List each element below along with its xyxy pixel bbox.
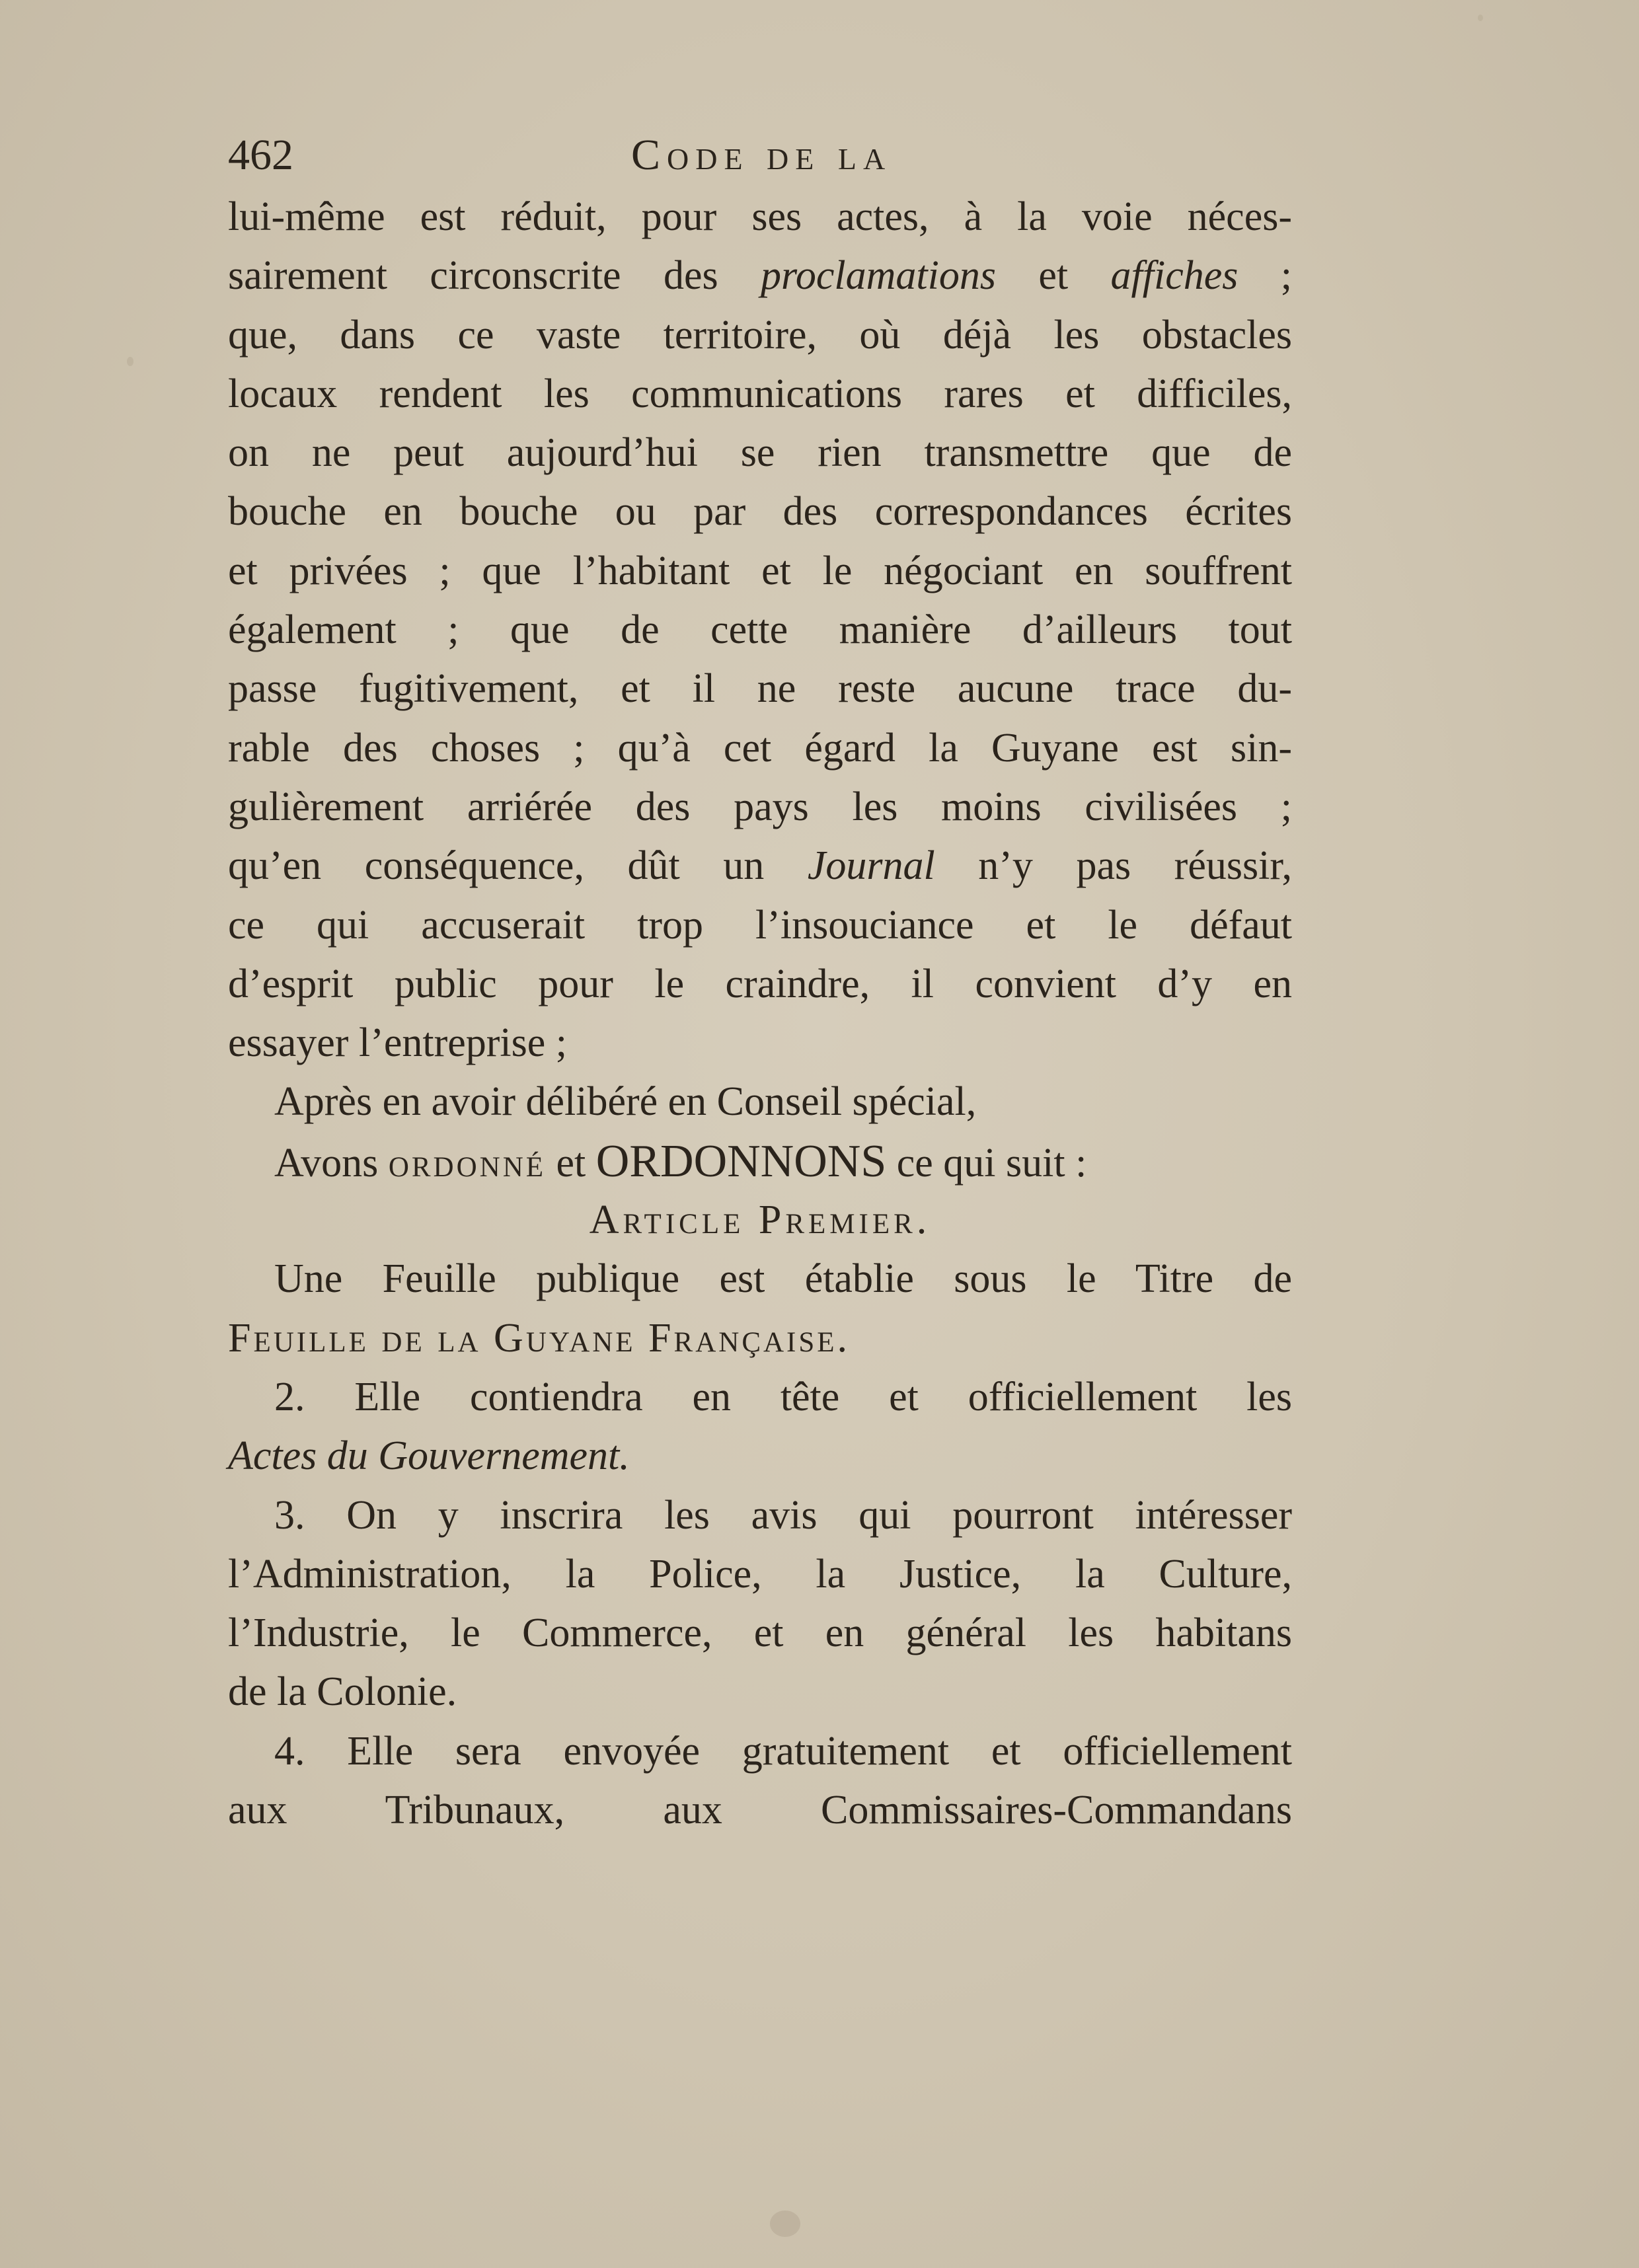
text-line: de la Colonie. (228, 1669, 457, 1715)
text-line: Après en avoir délibéré en Conseil spécial, (274, 1079, 977, 1125)
text-line: Une Feuille publique est établie sous le Titre de (274, 1256, 1292, 1302)
body-text (228, 188, 1292, 1840)
paper-spot (127, 357, 133, 366)
text-line: Actes du Gouvernement. (228, 1433, 630, 1479)
text-span: ; (1238, 253, 1292, 299)
small-caps-term: ordonné (388, 1140, 547, 1186)
text-line: 3. On y inscrira les avis qui pourront intéresser (274, 1492, 1292, 1538)
text-line (228, 246, 1292, 305)
page-number: 462 (228, 131, 293, 179)
text-line: et privées ; que l’habitant et le négociant en souffrent (228, 548, 1292, 593)
text-line: que, dans ce vaste territoire, où déjà les obstacles (228, 312, 1292, 358)
italic-term: proclamations (761, 253, 996, 299)
text-line: 4. Elle sera envoyée gratuitement et officiellement (274, 1728, 1292, 1774)
text-line: locaux rendent les communications rares et difficiles, (228, 371, 1292, 416)
text-span: ce qui suit : (886, 1140, 1087, 1186)
text-span: et (995, 253, 1111, 299)
article-heading: Article Premier. (589, 1197, 931, 1243)
page-header (228, 126, 1312, 185)
text-span: qu’en conséquence, dût un (228, 843, 808, 889)
text-span: n’y pas réussir, (934, 843, 1292, 889)
text-line: on ne peut aujourd’hui se rien transmettre que de (228, 430, 1292, 476)
text-line: d’esprit public pour le craindre, il convient d’y en (228, 961, 1292, 1006)
text-line (228, 1132, 1292, 1191)
text-span: et (546, 1140, 596, 1186)
ordonnons-term: ORDONNONS (595, 1135, 887, 1187)
text-line: l’Administration, la Police, la Justice, la Culture, (228, 1551, 1292, 1597)
text-line: bouche en bouche ou par des correspondances écrites (228, 489, 1292, 535)
text-line: gulièrement arriérée des pays les moins civilisées ; (228, 784, 1292, 829)
text-line: ce qui accuserait trop l’insouciance et le défaut (228, 902, 1292, 948)
text-line: l’Industrie, le Commerce, et en général les habitans (228, 1610, 1292, 1656)
text-line: passe fugitivement, et il ne reste aucune trace du- (228, 666, 1292, 712)
text-line: 2. Elle contiendra en tête et officiellement les (274, 1374, 1292, 1419)
text-span: sairement circonscrite des (228, 253, 761, 299)
text-line (228, 837, 1292, 895)
italic-term: affiches (1110, 253, 1239, 299)
text-span: Avons (274, 1140, 389, 1186)
running-title: Code de la (631, 131, 892, 179)
text-line: aux Tribunaux, aux Commissaires-Commandans (228, 1788, 1292, 1833)
text-line: rable des choses ; qu’à cet égard la Guyane est sin- (228, 725, 1292, 771)
paper-spot (770, 2211, 800, 2237)
italic-term: Journal (807, 843, 935, 889)
text-line: essayer l’entreprise ; (228, 1020, 567, 1066)
text-line: également ; que de cette manière d’ailleurs tout (228, 607, 1292, 653)
text-line: lui-même est réduit, pour ses actes, à la voie néces- (228, 194, 1292, 239)
paper-spot (1478, 15, 1483, 21)
journal-title: Feuille de la Guyane Française. (228, 1315, 851, 1361)
